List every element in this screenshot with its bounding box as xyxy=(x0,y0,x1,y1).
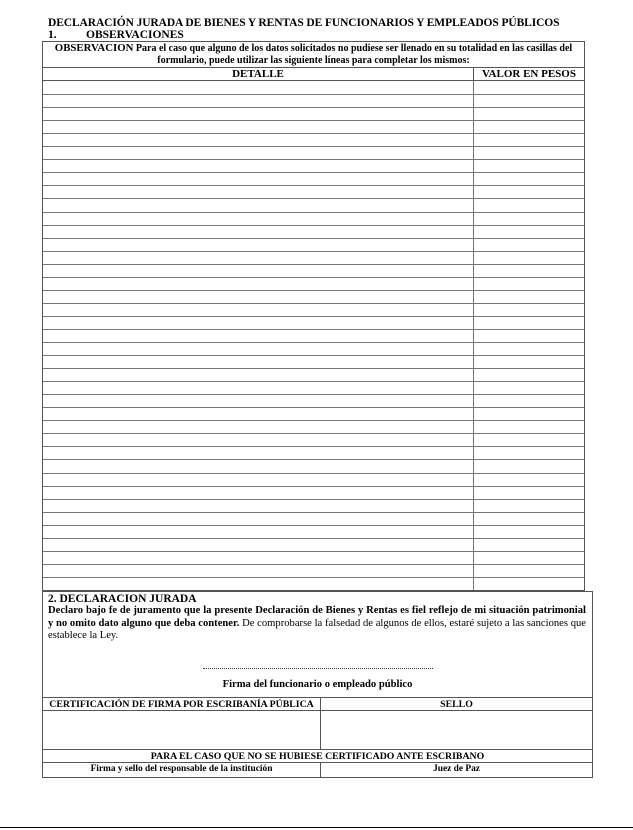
declaration-section xyxy=(42,591,593,698)
value-cell[interactable] xyxy=(473,486,584,499)
value-cell[interactable] xyxy=(473,525,584,538)
table-row[interactable] xyxy=(43,459,584,473)
table-row[interactable] xyxy=(43,107,584,121)
detail-cell[interactable] xyxy=(43,420,473,433)
table-row[interactable] xyxy=(43,81,584,95)
detail-cell[interactable] xyxy=(43,355,473,368)
observation-note-lead: OBSERVACION xyxy=(54,42,134,54)
table-row[interactable] xyxy=(43,225,584,239)
detail-cell[interactable] xyxy=(43,329,473,342)
detail-cell[interactable] xyxy=(43,264,473,277)
table-row[interactable] xyxy=(43,212,584,226)
column-header-detalle: DETALLE xyxy=(232,68,284,80)
seal-header: SELLO xyxy=(321,698,592,711)
value-cell[interactable] xyxy=(473,538,584,551)
detail-cell[interactable] xyxy=(43,551,473,564)
detail-cell[interactable] xyxy=(43,368,473,381)
value-cell[interactable] xyxy=(473,264,584,277)
value-cell[interactable] xyxy=(473,277,584,290)
detail-cell[interactable] xyxy=(43,316,473,329)
table-row[interactable] xyxy=(43,564,584,578)
table-row[interactable] xyxy=(43,577,584,590)
value-cell[interactable] xyxy=(473,420,584,433)
table-header-row xyxy=(43,68,584,81)
table-row[interactable] xyxy=(43,407,584,421)
value-cell[interactable] xyxy=(473,499,584,512)
value-cell[interactable] xyxy=(473,329,584,342)
detail-cell[interactable] xyxy=(43,212,473,225)
certification-signature-box[interactable] xyxy=(43,711,321,750)
declaration-text-bold: Declaro bajo fe de juramento que la presente Declaración de Bienes y Rentas es fiel reflejo de mi situación patrimonial y no omito dato alguno que deba contener. xyxy=(48,605,586,629)
table-row[interactable] xyxy=(43,198,584,212)
detail-cell[interactable] xyxy=(43,277,473,290)
table-row[interactable] xyxy=(43,159,584,173)
signature-line[interactable] xyxy=(203,668,433,669)
section-title: OBSERVACIONES xyxy=(86,29,184,41)
value-cell[interactable] xyxy=(473,433,584,446)
value-cell[interactable] xyxy=(473,251,584,264)
detail-cell[interactable] xyxy=(43,198,473,211)
table-row[interactable] xyxy=(43,251,584,265)
page-bottom-rule xyxy=(0,827,633,828)
table-row[interactable] xyxy=(43,146,584,160)
declaration-text-normal: De comprobarse la falsedad de algunos de ellos, estaré sujeto a las sanciones que establece la Ley. xyxy=(48,617,586,642)
observations-table xyxy=(42,41,585,591)
declaration-title: 2. DECLARACION JURADA xyxy=(48,593,197,605)
table-row[interactable] xyxy=(43,264,584,278)
detail-cell[interactable] xyxy=(43,512,473,525)
detail-cell[interactable] xyxy=(43,486,473,499)
table-row[interactable] xyxy=(43,185,584,199)
observation-note-text: Para el caso que alguno de los datos solicitados no pudiese ser llenado en su totalidad en las casillas del formulario, puede utilizar las siguiente líneas para completar los mismos: xyxy=(133,43,573,66)
table-row[interactable] xyxy=(43,94,584,108)
detail-cell[interactable] xyxy=(43,394,473,407)
signature-label: Firma del funcionario o empleado público xyxy=(222,679,413,690)
detail-cell[interactable] xyxy=(43,381,473,394)
detail-cell[interactable] xyxy=(43,433,473,446)
table-row[interactable] xyxy=(43,316,584,330)
value-cell[interactable] xyxy=(473,473,584,486)
certification-header: CERTIFICACIÓN DE FIRMA POR ESCRIBANÍA PÚBLICA xyxy=(43,698,321,711)
value-cell[interactable] xyxy=(473,577,584,590)
value-cell[interactable] xyxy=(473,355,584,368)
detail-cell[interactable] xyxy=(43,290,473,303)
table-row[interactable] xyxy=(43,538,584,552)
value-cell[interactable] xyxy=(473,225,584,238)
section-heading-observaciones xyxy=(48,29,184,41)
value-cell[interactable] xyxy=(473,512,584,525)
value-cell[interactable] xyxy=(473,185,584,198)
table-row[interactable] xyxy=(43,172,584,186)
detail-cell[interactable] xyxy=(43,107,473,120)
table-row[interactable] xyxy=(43,394,584,408)
detail-cell[interactable] xyxy=(43,185,473,198)
detail-cell[interactable] xyxy=(43,459,473,472)
seal-box[interactable] xyxy=(321,711,592,750)
observation-note xyxy=(43,42,584,68)
page-title: DECLARACIÓN JURADA DE BIENES Y RENTAS DE FUNCIONARIOS Y EMPLEADOS PÚBLICOS xyxy=(48,17,560,29)
value-cell[interactable] xyxy=(473,342,584,355)
certification-table xyxy=(42,698,593,778)
detail-cell[interactable] xyxy=(43,303,473,316)
table-row[interactable] xyxy=(43,525,584,539)
table-row[interactable] xyxy=(43,120,584,134)
value-cell[interactable] xyxy=(473,107,584,120)
table-row[interactable] xyxy=(43,499,584,513)
table-row[interactable] xyxy=(43,355,584,369)
value-cell[interactable] xyxy=(473,407,584,420)
declaration-text xyxy=(48,605,586,643)
table-row[interactable] xyxy=(43,486,584,500)
detail-cell[interactable] xyxy=(43,407,473,420)
detail-cell[interactable] xyxy=(43,159,473,172)
value-cell[interactable] xyxy=(473,212,584,225)
value-cell[interactable] xyxy=(473,198,584,211)
detail-cell[interactable] xyxy=(43,172,473,185)
table-row[interactable] xyxy=(43,329,584,343)
detail-cell[interactable] xyxy=(43,577,473,590)
detail-cell[interactable] xyxy=(43,538,473,551)
column-header-valor: VALOR EN PESOS xyxy=(473,68,584,81)
table-row[interactable] xyxy=(43,290,584,304)
value-cell[interactable] xyxy=(473,446,584,459)
value-cell[interactable] xyxy=(473,368,584,381)
value-cell[interactable] xyxy=(473,459,584,472)
value-cell[interactable] xyxy=(473,394,584,407)
no-notary-note: PARA EL CASO QUE NO SE HUBIESE CERTIFICADO ANTE ESCRIBANO xyxy=(43,750,592,763)
table-row[interactable] xyxy=(43,433,584,447)
value-cell[interactable] xyxy=(473,133,584,146)
table-row[interactable] xyxy=(43,277,584,291)
value-cell[interactable] xyxy=(473,172,584,185)
detail-cell[interactable] xyxy=(43,120,473,133)
value-cell[interactable] xyxy=(473,381,584,394)
table-row[interactable] xyxy=(43,303,584,317)
detail-cell[interactable] xyxy=(43,499,473,512)
detail-cell[interactable] xyxy=(43,473,473,486)
detail-cell[interactable] xyxy=(43,446,473,459)
table-rows xyxy=(43,81,584,590)
value-cell[interactable] xyxy=(473,564,584,577)
value-cell[interactable] xyxy=(473,551,584,564)
table-row[interactable] xyxy=(43,512,584,526)
value-cell[interactable] xyxy=(473,120,584,133)
value-cell[interactable] xyxy=(473,290,584,303)
table-row[interactable] xyxy=(43,420,584,434)
detail-cell[interactable] xyxy=(43,133,473,146)
value-cell[interactable] xyxy=(473,94,584,107)
institution-signature-label: Firma y sello del responsable de la institución xyxy=(43,763,321,777)
value-cell[interactable] xyxy=(473,316,584,329)
detail-cell[interactable] xyxy=(43,525,473,538)
value-cell[interactable] xyxy=(473,81,584,94)
section-number: 1. xyxy=(48,29,57,41)
value-cell[interactable] xyxy=(473,238,584,251)
table-row[interactable] xyxy=(43,368,584,382)
table-row[interactable] xyxy=(43,551,584,565)
detail-cell[interactable] xyxy=(43,238,473,251)
value-cell[interactable] xyxy=(473,159,584,172)
table-row[interactable] xyxy=(43,381,584,395)
value-cell[interactable] xyxy=(473,146,584,159)
detail-cell[interactable] xyxy=(43,342,473,355)
table-row[interactable] xyxy=(43,446,584,460)
detail-cell[interactable] xyxy=(43,225,473,238)
detail-cell[interactable] xyxy=(43,251,473,264)
detail-cell[interactable] xyxy=(43,146,473,159)
table-row[interactable] xyxy=(43,133,584,147)
table-row[interactable] xyxy=(43,473,584,487)
table-row[interactable] xyxy=(43,342,584,356)
detail-cell[interactable] xyxy=(43,94,473,107)
value-cell[interactable] xyxy=(473,303,584,316)
detail-cell[interactable] xyxy=(43,81,473,94)
detail-cell[interactable] xyxy=(43,564,473,577)
table-row[interactable] xyxy=(43,238,584,252)
justice-of-peace-label: Juez de Paz xyxy=(433,764,480,774)
